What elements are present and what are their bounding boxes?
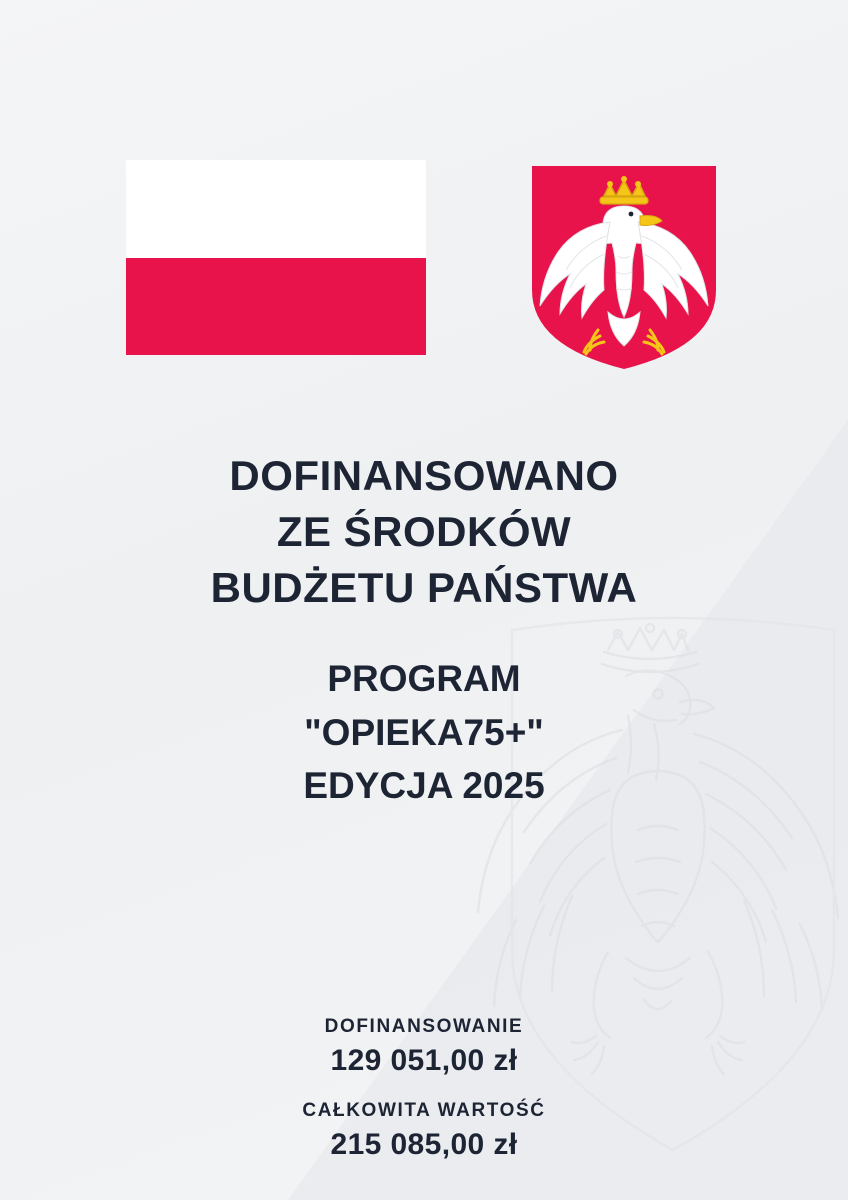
program-line-2: "OPIEKA75+" <box>304 711 544 753</box>
emblems-row <box>0 160 848 375</box>
program-line-3: EDYCJA 2025 <box>303 765 545 807</box>
program-line-1: PROGRAM <box>327 658 521 699</box>
headline-line-2: ZE ŚRODKÓW <box>276 507 572 555</box>
funding-amount-value: 129 051,00 zł <box>330 1044 518 1077</box>
headline-line-1: DOFINANSOWANO <box>229 452 619 499</box>
headline-line-3: BUDŻETU PAŃSTWA <box>210 563 638 611</box>
funding-amount-label: DOFINANSOWANIE <box>324 1016 524 1037</box>
polish-coat-of-arms-icon <box>526 160 722 375</box>
flag-stripe-red <box>126 258 426 356</box>
polish-flag-icon <box>126 160 426 355</box>
headline <box>0 448 848 616</box>
total-value-label: CAŁKOWITA WARTOŚĆ <box>302 1100 546 1121</box>
total-value-value: 215 085,00 zł <box>330 1128 518 1161</box>
funding-amount-block <box>0 1016 848 1078</box>
flag-stripe-white <box>126 160 426 258</box>
total-value-block <box>0 1100 848 1162</box>
amounts-section <box>0 1016 848 1162</box>
program-title <box>0 652 848 813</box>
